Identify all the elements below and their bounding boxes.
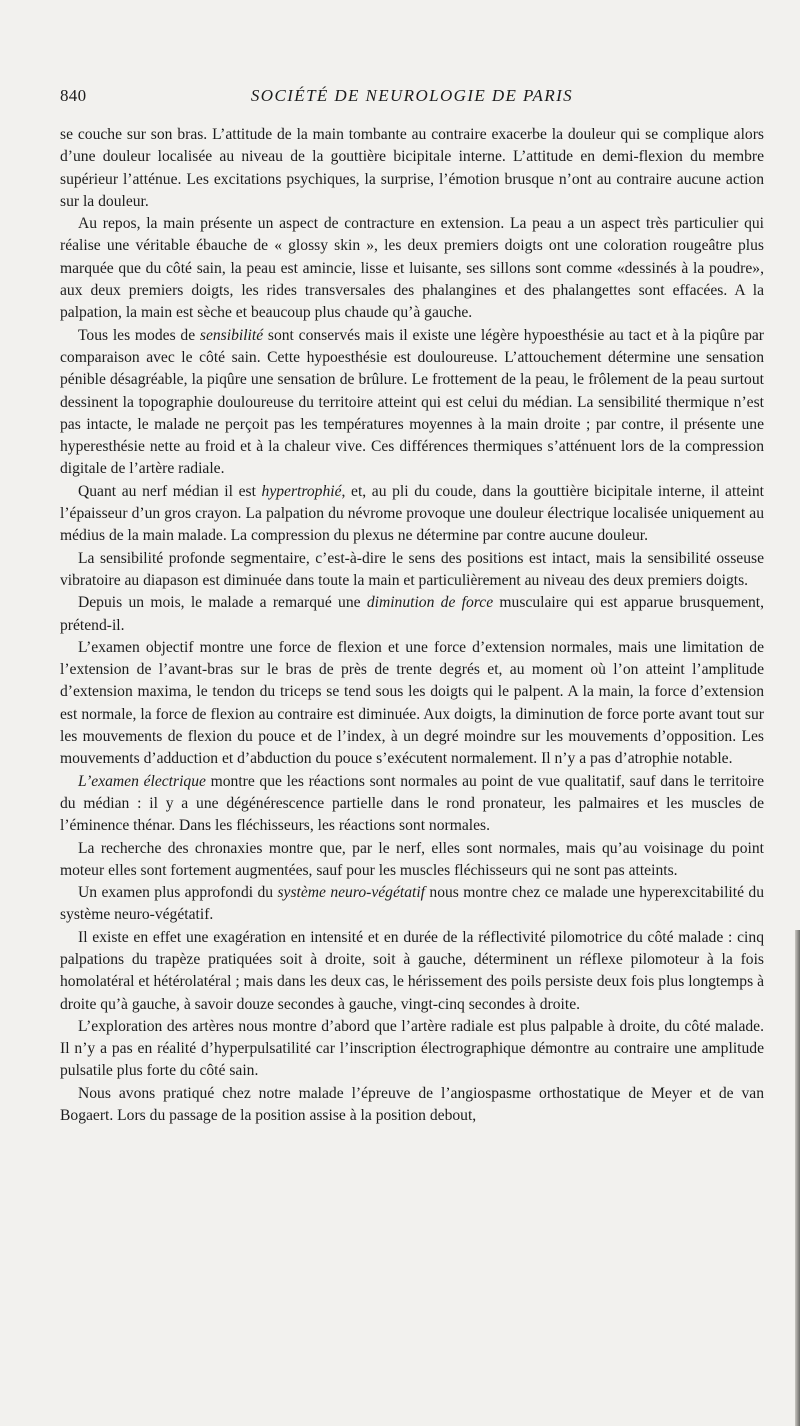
scan-edge-shadow <box>795 930 800 1426</box>
paragraph-text: sont conservés mais il existe une légère hypoesthésie au tact et à la piqûre par comparaison avec le côté sain. Cette hypoesthésie est douloureuse. L’attouchement détermine une sensation pénible désagréable, la piqûre une sensation de brûlure. Le frottement de la peau, le frôlement de la peau surtout dessinent la topographie douloureuse du territoire atteint qui est celui du médian. La sensibilité thermique n’est pas intacte, le malade ne perçoit pas les températures moyennes à la main droite ; par contre, il présente une hyperesthésie nette au froid et à la chaleur vive. Ces différences thermiques s’atténuent lors de la compression digitale de l’artère radiale. <box>60 326 765 478</box>
paragraph-text: montre que les réactions sont normales au point de vue qualitatif, sauf dans le territoire du médian : il y a une dégénérescence partielle dans le rond pronateur, les palmaires et les muscles de l’éminence thénar. Dans les fléchisseurs, les réactions sont normales. <box>60 772 764 835</box>
paragraph <box>60 927 764 1016</box>
paragraph <box>60 637 764 771</box>
running-head: SOCIÉTÉ DE NEUROLOGIE DE PARIS <box>250 86 574 105</box>
paragraph-text: La sensibilité profonde segmentaire, c’est-à-dire le sens des positions est intact, mais la sensibilité osseuse vibratoire au diapason est diminuée dans toute la main et particulièrement au niveau des deux premiers doigts. <box>60 549 764 589</box>
paragraph-text: Il existe en effet une exagération en intensité et en durée de la réflectivité pilomotrice du côté malade : cinq palpations du trapèze pratiquées soit à droite, soit à gauche, déterminent un réflexe pilomoteur à la fois homolatéral et hétérolatéral ; mais dans les deux cas, le hérissement des poils persiste deux fois plus longtemps à droite qu’à gauche, à savoir douze secondes à gauche, vingt-cinq secondes à droite. <box>60 928 764 1013</box>
paragraph-text: musculaire qui est apparue brusquement, prétend-il. <box>60 594 764 634</box>
paragraph-text: Un examen plus approfondi du <box>78 884 278 902</box>
paragraph <box>60 124 764 213</box>
paragraph-text: Tous les modes de <box>78 326 200 344</box>
italic-term: sensibilité <box>199 326 264 344</box>
italic-term: hypertrophié <box>261 482 342 500</box>
paragraph <box>60 1016 764 1083</box>
italic-term: diminution de force <box>366 594 494 612</box>
paragraph-text: L’exploration des artères nous montre d’abord que l’artère radiale est plus palpable à droite, du côté malade. Il n’y a pas en réalité d’hyperpulsatilité car l’inscription électrographique démontre au contraire une amplitude pulsatile plus forte du côté sain. <box>60 1017 764 1080</box>
italic-term: L’examen électrique <box>78 772 206 790</box>
paragraph <box>60 325 764 481</box>
paragraph <box>60 882 764 927</box>
paragraph-text: Depuis un mois, le malade a remarqué une <box>78 594 367 612</box>
article-body <box>60 124 764 1127</box>
paragraph <box>60 592 764 637</box>
paragraph <box>60 548 764 593</box>
paragraph-text: se couche sur son bras. L’attitude de la main tombante au contraire exacerbe la douleur qui se complique alors d’une douleur localisée au niveau de la gouttière bicipitale interne. L’attitude en demi-flexion du membre supérieur l’atténue. Les excitations psychiques, la surprise, l’émotion brusque n’ont au contraire aucune action sur la douleur. <box>60 126 764 210</box>
italic-term: système neuro-végétatif <box>277 884 426 902</box>
paragraph <box>60 481 764 548</box>
paragraph <box>60 1083 764 1128</box>
page <box>60 86 764 1127</box>
paragraph-text: La recherche des chronaxies montre que, par le nerf, elles sont normales, mais qu’au voisinage du point moteur elles sont fortement augmentées, sauf pour les muscles fléchisseurs qui ne sont pas atteints. <box>60 839 764 879</box>
paragraph-text: L’examen objectif montre une force de flexion et une force d’extension normales, mais une limitation de l’extension de l’avant-bras sur le bras de près de trente degrés et, au moment où l’on atteint l’amplitude d’extension maxima, le tendon du triceps se tend sous les doigts qui le palpent. A la main, la force d’extension est normale, la force de flexion au contraire est diminuée. Aux doigts, la diminution de force porte avant tout sur les mouvements de flexion du pouce et de l’index, à un degré moindre sur les mouvements d’opposition. Les mouvements d’adduction et d’abduction du pouce s’exécutent normalement. Il n’y a pas d’atrophie notable. <box>60 638 764 768</box>
paragraph <box>60 213 764 324</box>
page-header <box>60 86 764 106</box>
page-number: 840 <box>60 86 87 105</box>
paragraph-text: , et, au pli du coude, dans la gouttière bicipitale interne, il atteint l’épaisseur d’un gros crayon. La palpation du névrome provoque une douleur électrique localisée uniquement au médius de la main malade. La compression du plexus ne détermine par contre aucune douleur. <box>60 482 764 545</box>
paragraph-text: nous montre chez ce malade une hyperexcitabilité du système neuro-végétatif. <box>60 884 764 924</box>
paragraph-text: Nous avons pratiqué chez notre malade l’épreuve de l’angiospasme orthostatique de Meyer et de van Bogaert. Lors du passage de la position assise à la position debout, <box>60 1084 764 1125</box>
paragraph-text: Au repos, la main présente un aspect de contracture en extension. La peau a un aspect très particulier qui réalise une véritable ébauche de « glossy skin », les deux premiers doigts ont une coloration rougeâtre plus marquée que du côté sain, la peau est amincie, lisse et luisante, ses sillons sont comme «dessinés à la poudre», aux deux premiers doigts, les rides transversales des phalangines et des phalangettes sont effacées. A la palpation, la main est sèche et beaucoup plus chaude qu’à gauche. <box>60 215 764 322</box>
paragraph <box>60 771 764 838</box>
paragraph-text: Quant au nerf médian il est <box>78 482 262 500</box>
paragraph <box>60 838 764 883</box>
